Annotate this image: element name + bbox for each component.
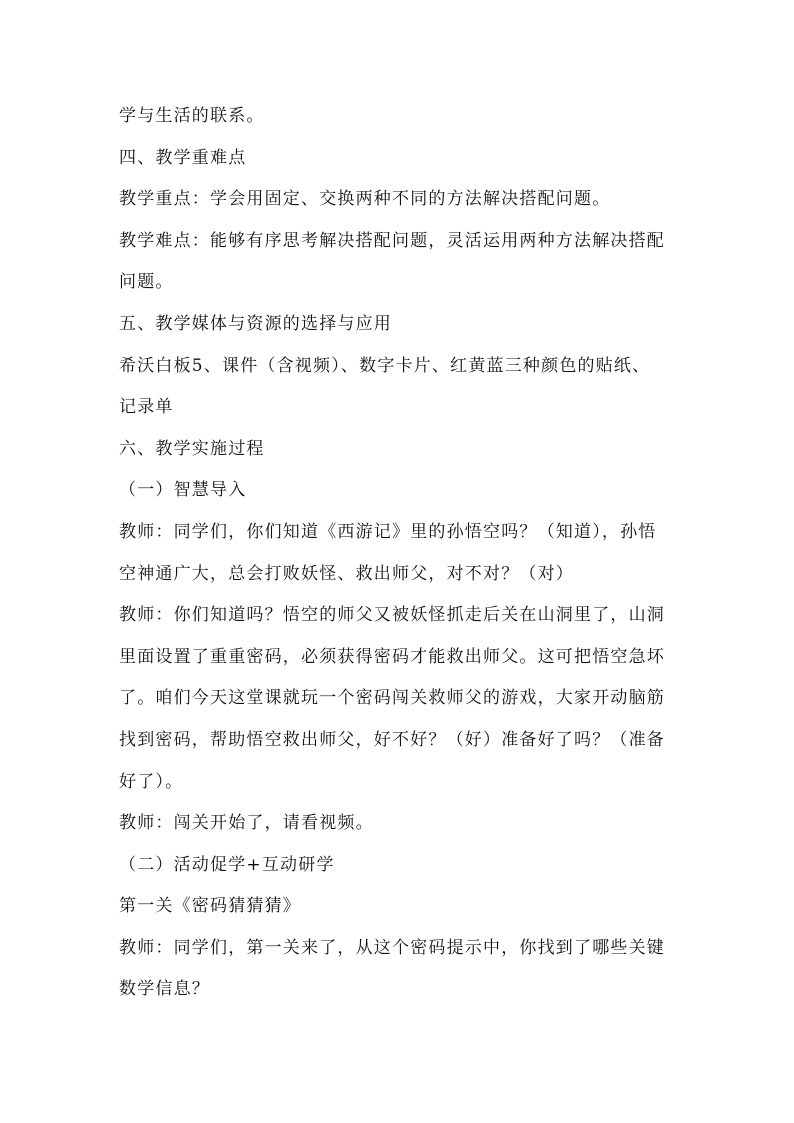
text-line: 了。咱们今天这堂课就玩一个密码闯关救师父的游戏，大家开动脑筋 bbox=[119, 688, 665, 709]
section-heading: 四、教学重难点 bbox=[119, 147, 247, 168]
section-heading: 六、教学实施过程 bbox=[119, 438, 265, 459]
text-line: 问题。 bbox=[119, 272, 174, 293]
text-line: 教学重点：学会用固定、交换两种不同的方法解决搭配问题。 bbox=[119, 189, 611, 210]
text-line: 数学信息？ bbox=[119, 979, 210, 1000]
text-line: 教师：闯关开始了，请看视频。 bbox=[119, 813, 374, 834]
text-line: 教学难点：能够有序思考解决搭配问题，灵活运用两种方法解决搭配 bbox=[119, 230, 665, 251]
subsection-heading: （一）智慧导入 bbox=[119, 480, 247, 501]
text-line: 教师：同学们，第一关来了，从这个密码提示中，你找到了哪些关键 bbox=[119, 937, 665, 958]
text-line: 好了）。 bbox=[119, 771, 184, 792]
text-line: 教师：同学们，你们知道《西游记》里的孙悟空吗？（知道），孙悟 bbox=[119, 521, 657, 542]
text-line: 里面设置了重重密码，必须获得密码才能救出师父。这可把悟空急坏 bbox=[119, 646, 665, 667]
text-line: 空神通广大，总会打败妖怪、救出师父，对不对？（对） bbox=[119, 563, 574, 584]
text-line: 找到密码，帮助悟空救出师父，好不好？（好）准备好了吗？（准备 bbox=[119, 729, 665, 750]
text-line: 记录单 bbox=[119, 397, 174, 418]
text-line: 学与生活的联系。 bbox=[119, 106, 265, 126]
subsection-heading: 第一关《密码猜猜猜》 bbox=[119, 896, 301, 917]
document-body bbox=[119, 96, 679, 1011]
subsection-heading: （二）活动促学+互动研学 bbox=[119, 854, 335, 875]
text-line: 教师：你们知道吗？悟空的师父又被妖怪抓走后关在山洞里了，山洞 bbox=[119, 605, 665, 626]
section-heading: 五、教学媒体与资源的选择与应用 bbox=[119, 313, 392, 334]
text-line: 希沃白板5、课件（含视频）、数字卡片、红黄蓝三种颜色的贴纸、 bbox=[119, 355, 651, 376]
